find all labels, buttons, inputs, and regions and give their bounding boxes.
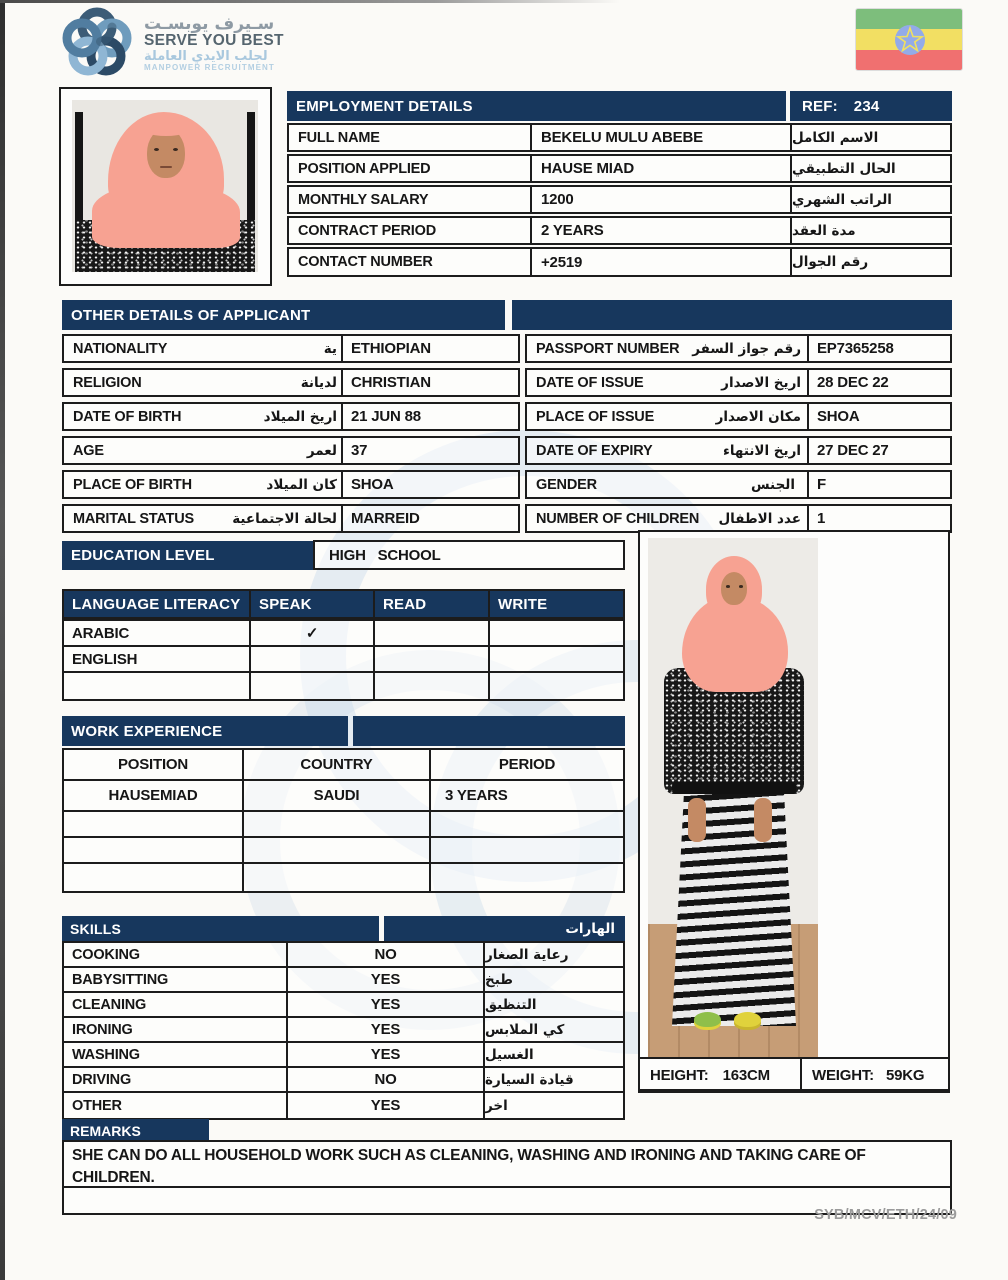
skill-arabic-label: قيادة السيارة xyxy=(483,1068,623,1091)
field-arabic-label: لعمر xyxy=(306,442,337,459)
skill-row xyxy=(62,941,625,968)
column-header: WRITE xyxy=(488,591,623,617)
field-value: 27 DEC 27 xyxy=(807,438,950,463)
remarks-title: REMARKS xyxy=(70,1122,141,1139)
field-arabic-label: الجنس xyxy=(750,476,795,493)
field-value: SHOA xyxy=(341,472,518,497)
language-name: ENGLISH xyxy=(72,650,138,668)
field-label: CONTACT NUMBER xyxy=(298,254,433,270)
country-value xyxy=(242,864,429,891)
employment-row xyxy=(287,185,952,214)
field-value: 1 xyxy=(807,506,950,531)
applicant-portrait-photo xyxy=(72,100,258,272)
field-arabic-label: الحال التطبيقي xyxy=(790,156,950,181)
field-value: EP7365258 xyxy=(807,336,950,361)
field-label: MONTHLY SALARY xyxy=(298,191,429,208)
work-experience-row xyxy=(62,862,625,893)
field-arabic-label: الاسم الكامل xyxy=(790,125,950,150)
skill-row xyxy=(62,966,625,993)
other-details-row xyxy=(62,368,520,397)
skill-value: YES xyxy=(286,1018,483,1041)
field-value: HAUSE MIAD xyxy=(530,156,790,181)
other-details-header xyxy=(62,300,505,330)
skill-arabic-label: اخر xyxy=(483,1093,623,1118)
skill-arabic-label: التنظيق xyxy=(483,993,623,1016)
height-label: HEIGHT: xyxy=(650,1066,709,1084)
brand-arabic-tagline: لجلب الايدي العاملة xyxy=(144,49,268,65)
field-arabic-label: لحالة الاجتماعية xyxy=(232,510,337,527)
other-details-row xyxy=(62,436,520,465)
field-value: +2519 xyxy=(530,249,790,275)
employment-row xyxy=(287,216,952,245)
field-label: CONTRACT PERIOD xyxy=(298,222,436,239)
field-label: RELIGION xyxy=(73,374,142,391)
skill-row xyxy=(62,1066,625,1093)
period-value: 3 YEARS xyxy=(429,781,623,810)
other-details-row xyxy=(525,368,952,397)
other-details-row xyxy=(525,470,952,499)
read-cell xyxy=(373,673,488,699)
position-value: HAUSEMIAD xyxy=(108,787,198,804)
country-value xyxy=(242,838,429,862)
ethiopia-flag-icon xyxy=(855,8,963,71)
other-details-row xyxy=(62,334,520,363)
field-label: MARITAL STATUS xyxy=(73,510,194,527)
other-details-row xyxy=(525,334,952,363)
language-row xyxy=(62,619,625,647)
position-value xyxy=(64,864,242,891)
skill-label: WASHING xyxy=(72,1046,140,1063)
work-experience-row xyxy=(62,779,625,812)
field-label: DATE OF BIRTH xyxy=(73,408,182,425)
field-label: NUMBER OF CHILDREN xyxy=(536,510,700,527)
ref-value: 234 xyxy=(853,97,880,115)
field-value: ETHIOPIAN xyxy=(341,336,518,361)
position-value xyxy=(64,838,242,862)
column-header: SPEAK xyxy=(249,591,373,617)
skills-header xyxy=(62,916,379,941)
skill-row xyxy=(62,1016,625,1043)
speak-checkmark: ✓ xyxy=(249,621,373,645)
other-details-row xyxy=(62,470,520,499)
brand-name: SERVE YOU BEST xyxy=(144,32,284,50)
period-value xyxy=(429,812,623,836)
agency-logo xyxy=(58,4,358,84)
work-column-headers xyxy=(62,748,625,781)
weight-label: WEIGHT: xyxy=(812,1066,874,1084)
work-experience-header xyxy=(62,716,348,746)
field-arabic-label: رقم الجوال xyxy=(790,249,950,275)
period-value xyxy=(429,838,623,862)
education-value: HIGH SCHOOL xyxy=(329,546,441,564)
column-header: POSITION xyxy=(117,756,189,773)
language-name xyxy=(64,673,249,699)
speak-cell xyxy=(249,673,373,699)
skill-label: IRONING xyxy=(72,1021,133,1038)
work-experience-row xyxy=(62,836,625,864)
field-arabic-label: مدة العقد xyxy=(790,218,950,243)
field-value: 28 DEC 22 xyxy=(807,370,950,395)
period-value xyxy=(429,864,623,891)
skill-label: BABYSITTING xyxy=(72,971,169,988)
applicant-fullbody-frame xyxy=(638,530,950,1091)
field-value: 1200 xyxy=(530,187,790,212)
skill-value: NO xyxy=(286,1068,483,1091)
write-cell xyxy=(488,647,623,671)
country-value xyxy=(242,812,429,836)
brand-arabic-name: سـيرف يوبسـت xyxy=(144,14,275,35)
write-cell xyxy=(488,621,623,645)
skill-value: NO xyxy=(286,943,483,966)
employment-row xyxy=(287,123,952,152)
height-cell xyxy=(638,1057,802,1093)
field-label: PLACE OF ISSUE xyxy=(536,408,655,425)
other-details-row xyxy=(62,402,520,431)
field-arabic-label: الراتب الشهري xyxy=(790,187,950,212)
field-arabic-label: اريخ الانتهاء xyxy=(722,442,801,459)
other-details-row xyxy=(525,402,952,431)
flag-star-emblem-icon xyxy=(893,23,927,57)
skill-row xyxy=(62,1091,625,1120)
field-label: AGE xyxy=(73,442,104,459)
employment-row xyxy=(287,247,952,277)
other-details-title: OTHER DETAILS OF APPLICANT xyxy=(71,306,311,324)
language-row xyxy=(62,671,625,701)
field-value: BEKELU MULU ABEBE xyxy=(530,125,790,150)
speak-cell xyxy=(249,647,373,671)
field-value: SHOA xyxy=(807,404,950,429)
field-arabic-label: كان الميلاد xyxy=(266,476,337,493)
field-label: GENDER xyxy=(536,476,597,493)
remarks-text: SHE CAN DO ALL HOUSEHOLD WORK SUCH AS CLEANING, WASHING AND IRONING AND TAKING CARE OF CHILDREN. xyxy=(62,1140,952,1188)
language-row xyxy=(62,645,625,673)
work-experience-header-right xyxy=(353,716,625,746)
field-arabic-label: عدد الاطفال xyxy=(718,510,801,527)
field-label: POSITION APPLIED xyxy=(298,160,431,177)
field-arabic-label: اريخ الميلاد xyxy=(263,408,337,425)
weight-cell xyxy=(800,1057,950,1093)
education-level-header xyxy=(62,541,313,570)
employment-title: EMPLOYMENT DETAILS xyxy=(296,97,473,115)
skill-arabic-label: طبخ xyxy=(483,968,623,991)
field-label: DATE OF ISSUE xyxy=(536,374,644,391)
scan-edge-top xyxy=(0,0,620,3)
read-cell xyxy=(373,647,488,671)
position-value xyxy=(64,812,242,836)
skill-arabic-label: الغسيل xyxy=(483,1043,623,1066)
field-value: 2 YEARS xyxy=(530,218,790,243)
field-arabic-label: مكان الاصدار xyxy=(715,408,801,425)
field-label: PASSPORT NUMBER xyxy=(536,340,680,357)
field-value: F xyxy=(807,472,950,497)
field-label: FULL NAME xyxy=(298,129,380,146)
employment-ref-header xyxy=(790,91,952,121)
column-header: READ xyxy=(373,591,488,617)
field-arabic-label: لديانة xyxy=(300,374,337,391)
field-label: NATIONALITY xyxy=(73,340,168,357)
skill-value: YES xyxy=(286,1043,483,1066)
field-label: PLACE OF BIRTH xyxy=(73,476,192,493)
work-experience-row xyxy=(62,810,625,838)
skill-value: YES xyxy=(286,968,483,991)
field-arabic-label: ية xyxy=(323,340,337,357)
field-value: MARREID xyxy=(341,506,518,531)
skills-title-arabic: الهارات xyxy=(565,920,615,937)
brand-tagline: MANPOWER RECRUITMENT xyxy=(144,63,275,73)
other-details-row xyxy=(525,436,952,465)
country-value: SAUDI xyxy=(242,781,429,810)
knot-logo-icon xyxy=(58,4,136,82)
column-header: LANGUAGE LITERACY xyxy=(64,591,249,617)
skill-label: OTHER xyxy=(72,1097,122,1114)
write-cell xyxy=(488,673,623,699)
skills-header-arabic xyxy=(384,916,625,941)
height-value: 163CM xyxy=(722,1066,770,1084)
other-details-row xyxy=(525,504,952,533)
field-arabic-label: اريخ الاصدار xyxy=(721,374,801,391)
work-experience-title: WORK EXPERIENCE xyxy=(71,722,223,740)
document-reference-code: SYB/MCV/ETH/24/09 xyxy=(814,1207,957,1223)
skill-arabic-label: كي الملابس xyxy=(483,1018,623,1041)
employment-row xyxy=(287,154,952,183)
skill-arabic-label: رعاية الصغار xyxy=(483,943,623,966)
applicant-portrait-frame xyxy=(59,87,272,286)
skill-label: DRIVING xyxy=(72,1071,132,1088)
field-value: CHRISTIAN xyxy=(341,370,518,395)
scan-edge-left xyxy=(0,0,5,1280)
skills-title: SKILLS xyxy=(70,920,121,937)
column-header: COUNTRY xyxy=(242,750,429,779)
ref-label: REF: xyxy=(802,97,838,115)
skill-label: COOKING xyxy=(72,946,140,963)
education-label: EDUCATION LEVEL xyxy=(71,547,215,564)
column-header: PERIOD xyxy=(429,750,623,779)
skill-value: YES xyxy=(286,993,483,1016)
field-label: DATE OF EXPIRY xyxy=(536,442,653,459)
weight-value: 59KG xyxy=(885,1066,925,1084)
other-details-header-right xyxy=(512,300,952,330)
skill-label: CLEANING xyxy=(72,996,147,1013)
language-name: ARABIC xyxy=(72,624,130,642)
read-cell xyxy=(373,621,488,645)
field-arabic-label: رقم جواز السفر xyxy=(692,340,801,357)
employment-details-header xyxy=(287,91,786,121)
education-value-cell xyxy=(313,540,625,570)
other-details-row xyxy=(62,504,520,533)
field-value: 37 xyxy=(341,438,518,463)
field-value: 21 JUN 88 xyxy=(341,404,518,429)
applicant-fullbody-photo xyxy=(648,538,818,1057)
remarks-header xyxy=(62,1119,209,1142)
skill-row xyxy=(62,991,625,1018)
language-literacy-header xyxy=(62,589,625,619)
skill-row xyxy=(62,1041,625,1068)
skill-value: YES xyxy=(286,1093,483,1118)
